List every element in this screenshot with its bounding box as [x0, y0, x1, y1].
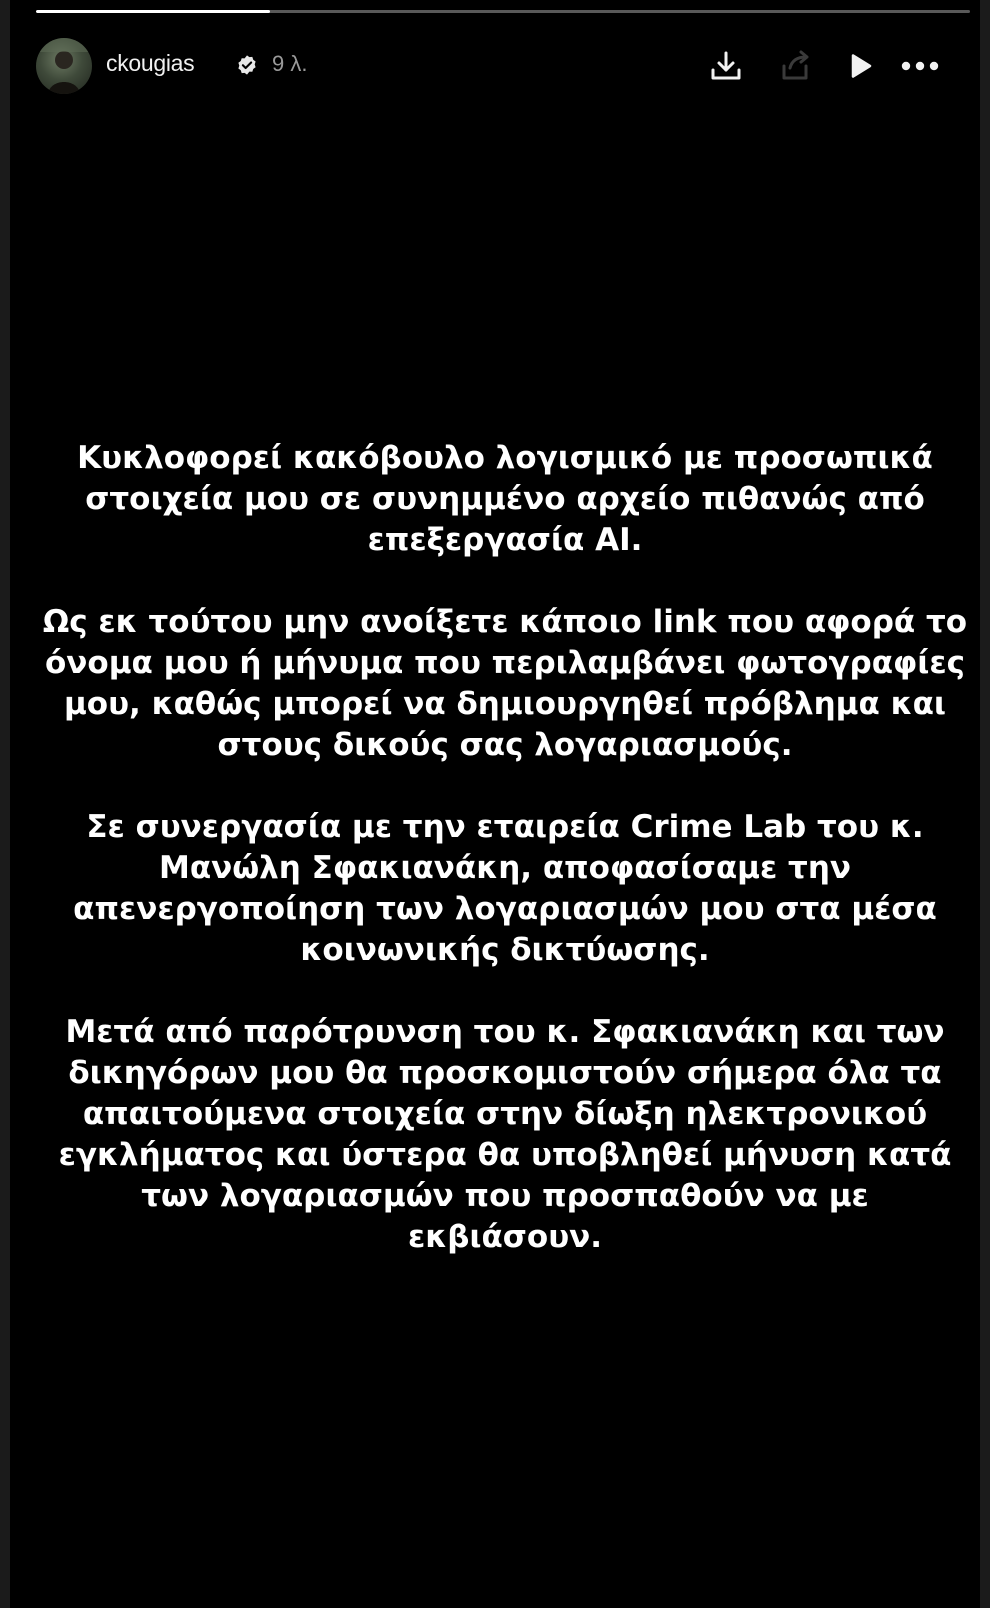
story-paragraph: Σε συνεργασία με την εταιρεία Crime Lab του κ. Μανώλη Σφακιανάκη, αποφασίσαμε την απενεργοποίηση των λογαριασμών μου στα μέσα κοινωνικής δικτύωσης. — [73, 809, 937, 968]
username[interactable]: ckougias — [106, 50, 195, 76]
play-icon — [845, 51, 875, 81]
play-button[interactable] — [838, 44, 882, 88]
story-progress-bar — [36, 10, 970, 13]
story-paragraph: Ως εκ τούτου μην ανοίξετε κάποιο link που αφορά το όνομα μου ή μήνυμα που περιλαμβάνει φωτογραφίες μου, καθώς μπορεί να δημιουργηθεί πρόβλημα και στους δικούς σας λογαριασμούς. — [42, 604, 968, 763]
story-paragraph: Κυκλοφορεί κακόβουλο λογισμικό με προσωπικά στοιχεία μου σε συνημμένο αρχείο πιθανώς από επεξεργασία AI. — [77, 440, 933, 558]
download-button[interactable] — [704, 44, 748, 88]
more-icon — [900, 60, 940, 72]
story-progress-fill — [36, 10, 270, 13]
avatar[interactable] — [36, 38, 92, 94]
story-viewer — [10, 0, 980, 1608]
story-header — [36, 34, 970, 98]
story-text — [40, 438, 970, 1258]
story-paragraph: Μετά από παρότρυνση του κ. Σφακιανάκη και των δικηγόρων μου θα προσκομιστούν σήμερα όλα τα απαιτούμενα στοιχεία στην δίωξη ηλεκτρονικού εγκλήματος και ύστερα θα υποβληθεί μήνυση κατά των λογαριασμών που προσπαθούν να με εκβιάσουν. — [58, 1014, 952, 1255]
more-options-button[interactable] — [898, 44, 942, 88]
download-icon — [708, 48, 744, 84]
post-time: 9 λ. — [272, 51, 308, 76]
share-icon — [778, 48, 814, 84]
verified-badge-icon — [236, 54, 258, 76]
share-button[interactable] — [774, 44, 818, 88]
